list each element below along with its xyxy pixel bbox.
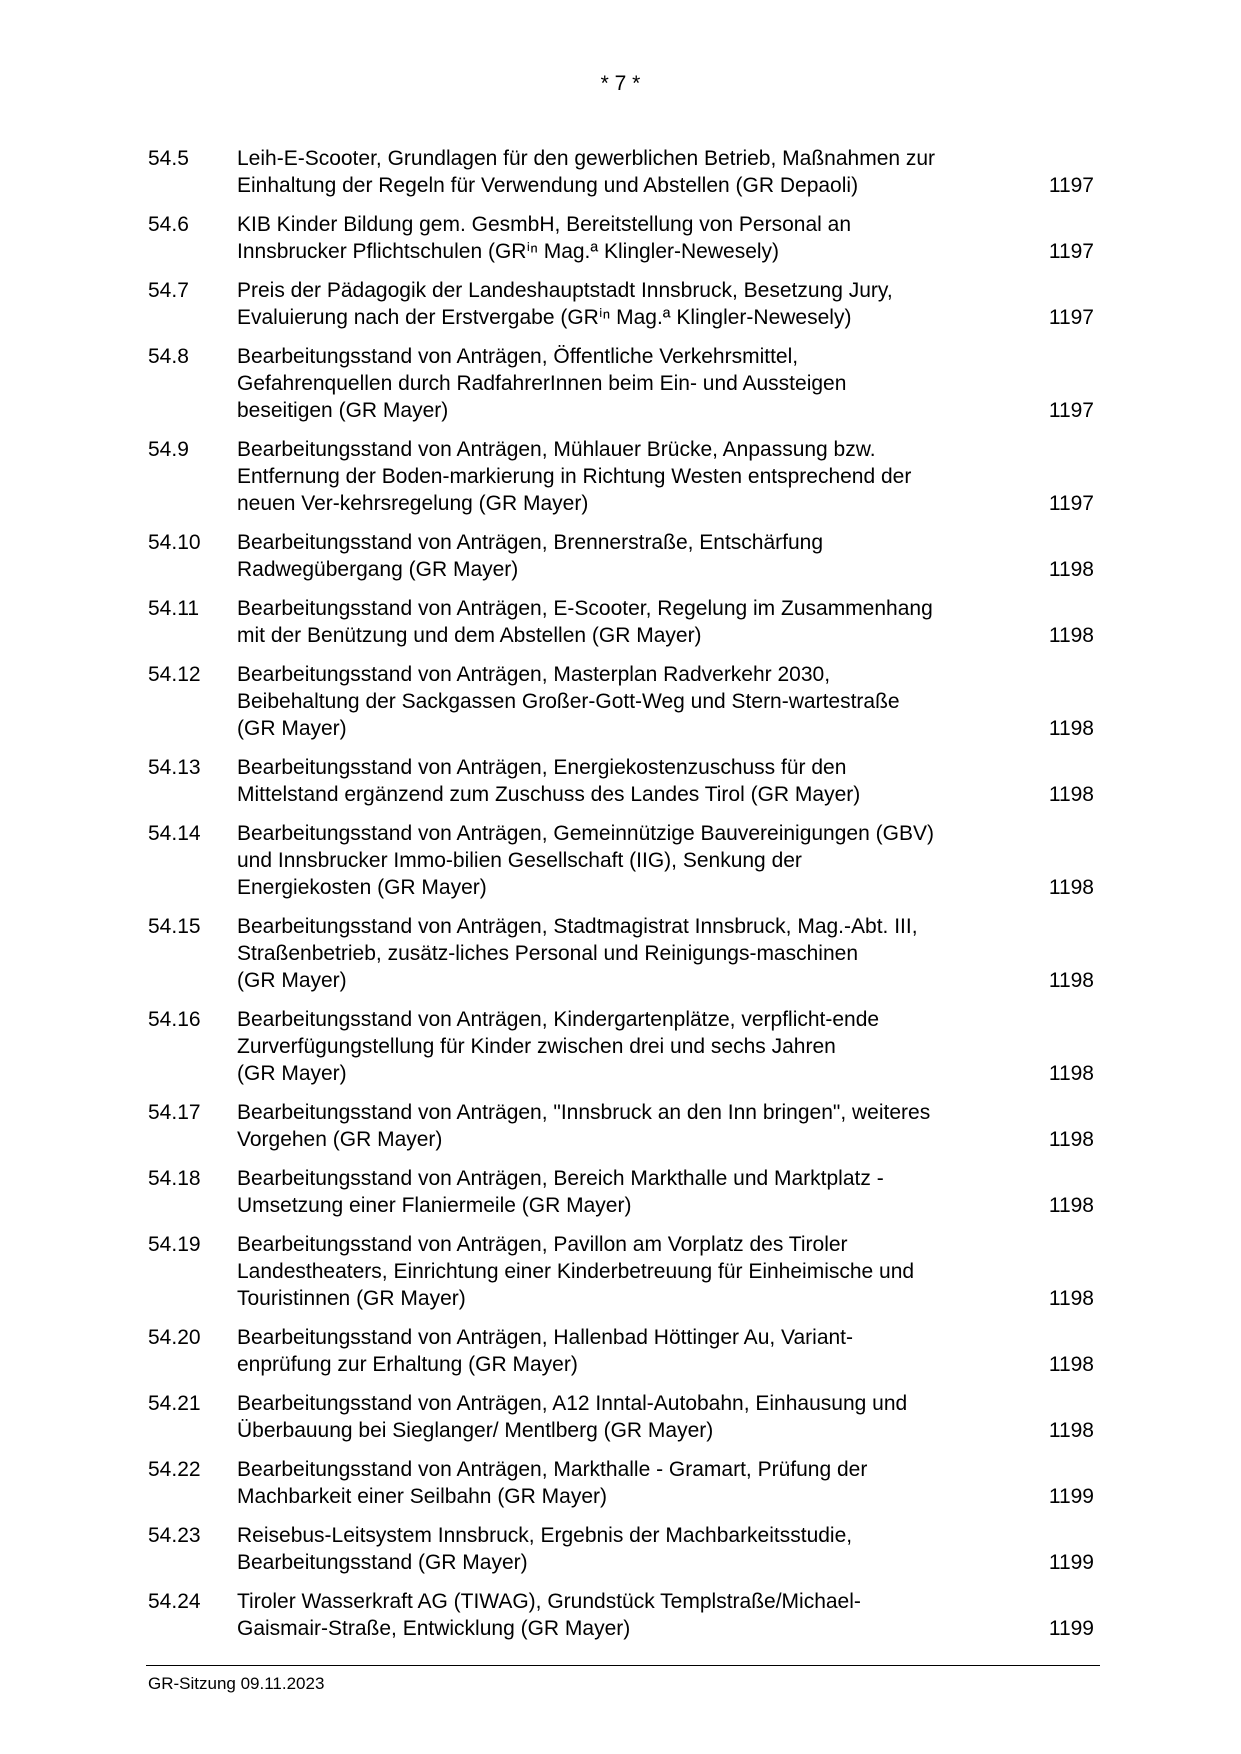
entry-title-line: neuen Ver-kehrsregelung (GR Mayer) — [237, 492, 589, 515]
entry-number: 54.5 — [148, 147, 189, 170]
entry-page-number: 1198 — [1048, 717, 1094, 740]
table-of-contents — [148, 145, 1098, 1654]
entry-title-line: Vorgehen (GR Mayer) — [237, 1128, 443, 1151]
entry-number: 54.24 — [148, 1590, 201, 1613]
entry-title — [237, 145, 997, 199]
entry-title-line: KIB Kinder Bildung gem. GesmbH, Bereitstellung von Personal an — [237, 213, 851, 236]
entry-title — [237, 343, 997, 424]
entry-page-number: 1197 — [1048, 306, 1094, 329]
toc-entry — [148, 913, 1098, 994]
entry-title — [237, 595, 997, 649]
toc-entry — [148, 1390, 1098, 1444]
entry-number: 54.22 — [148, 1458, 201, 1481]
entry-title-line: (GR Mayer) — [237, 1062, 347, 1085]
entry-number: 54.8 — [148, 345, 189, 368]
entry-number: 54.11 — [148, 597, 199, 620]
entry-title — [237, 211, 997, 265]
entry-title — [237, 436, 997, 517]
entry-number: 54.6 — [148, 213, 189, 236]
entry-page-number: 1198 — [1048, 1128, 1094, 1151]
toc-entry — [148, 343, 1098, 424]
entry-title-line: Bearbeitungsstand von Anträgen, Pavillon am Vorplatz des Tiroler — [237, 1233, 848, 1256]
entry-title-line: Bearbeitungsstand von Anträgen, Masterplan Radverkehr 2030, — [237, 663, 831, 686]
entry-title-line: Bearbeitungsstand von Anträgen, E-Scooter, Regelung im Zusammenhang — [237, 597, 933, 620]
entry-title-line: Umsetzung einer Flaniermeile (GR Mayer) — [237, 1194, 632, 1217]
entry-number: 54.16 — [148, 1008, 201, 1031]
entry-page-number: 1199 — [1048, 1617, 1094, 1640]
entry-title-line: Bearbeitungsstand von Anträgen, Energiekostenzuschuss für den — [237, 756, 847, 779]
entry-title-line: Bearbeitungsstand von Anträgen, Bereich Markthalle und Marktplatz - — [237, 1167, 884, 1190]
toc-entry — [148, 1099, 1098, 1153]
entry-title — [237, 1231, 997, 1312]
toc-entry — [148, 1231, 1098, 1312]
entry-title-line: Bearbeitungsstand von Anträgen, A12 Inntal-Autobahn, Einhausung und — [237, 1392, 908, 1415]
entry-title-line: Evaluierung nach der Erstvergabe (GRⁱⁿ Mag.ª Klingler-Newesely) — [237, 306, 852, 329]
entry-title — [237, 1099, 997, 1153]
entry-page-number: 1198 — [1048, 558, 1094, 581]
entry-page-number: 1198 — [1048, 969, 1094, 992]
entry-title-line: Energiekosten (GR Mayer) — [237, 876, 487, 899]
entry-number: 54.19 — [148, 1233, 201, 1256]
entry-title — [237, 1324, 997, 1378]
entry-page-number: 1198 — [1048, 1194, 1094, 1217]
entry-number: 54.10 — [148, 531, 201, 554]
entry-title-line: Bearbeitungsstand von Anträgen, Öffentliche Verkehrsmittel, — [237, 345, 799, 368]
entry-number: 54.21 — [148, 1392, 201, 1415]
footer-divider — [146, 1665, 1100, 1666]
entry-page-number: 1198 — [1048, 624, 1094, 647]
entry-title — [237, 1522, 997, 1576]
entry-title-line: Bearbeitungsstand von Anträgen, Gemeinnützige Bauvereinigungen (GBV) — [237, 822, 934, 845]
entry-title-line: (GR Mayer) — [237, 717, 347, 740]
entry-title — [237, 820, 997, 901]
toc-entry — [148, 145, 1098, 199]
entry-title-line: Gaismair-Straße, Entwicklung (GR Mayer) — [237, 1617, 631, 1640]
entry-title-line: Bearbeitungsstand von Anträgen, Markthalle - Gramart, Prüfung der — [237, 1458, 868, 1481]
page-number: * 7 * — [600, 72, 641, 95]
entry-title-line: Beibehaltung der Sackgassen Großer-Gott-Weg und Stern-wartestraße — [237, 690, 900, 713]
entry-page-number: 1198 — [1048, 876, 1094, 899]
toc-entry — [148, 754, 1098, 808]
toc-entry — [148, 211, 1098, 265]
entry-number: 54.23 — [148, 1524, 201, 1547]
entry-title-line: Landestheaters, Einrichtung einer Kinderbetreuung für Einheimische und — [237, 1260, 915, 1283]
entry-title — [237, 1456, 997, 1510]
entry-title — [237, 277, 997, 331]
entry-page-number: 1198 — [1048, 1062, 1094, 1085]
footer-session-date: GR-Sitzung 09.11.2023 — [148, 1674, 325, 1693]
entry-title-line: Preis der Pädagogik der Landeshauptstadt Innsbruck, Besetzung Jury, — [237, 279, 893, 302]
entry-title-line: beseitigen (GR Mayer) — [237, 399, 449, 422]
entry-title-line: Innsbrucker Pflichtschulen (GRⁱⁿ Mag.ª Klingler-Newesely) — [237, 240, 780, 263]
entry-title-line: Leih-E-Scooter, Grundlagen für den gewerblichen Betrieb, Maßnahmen zur — [237, 147, 936, 170]
entry-title — [237, 913, 997, 994]
entry-number: 54.7 — [148, 279, 189, 302]
entry-page-number: 1199 — [1048, 1551, 1094, 1574]
toc-entry — [148, 1522, 1098, 1576]
entry-title-line: Touristinnen (GR Mayer) — [237, 1287, 466, 1310]
entry-title-line: Radwegübergang (GR Mayer) — [237, 558, 519, 581]
toc-entry — [148, 529, 1098, 583]
entry-title-line: und Innsbrucker Immo-bilien Gesellschaft (IIG), Senkung der — [237, 849, 802, 872]
entry-number: 54.17 — [148, 1101, 201, 1124]
entry-title-line: Reisebus-Leitsystem Innsbruck, Ergebnis der Machbarkeitsstudie, — [237, 1524, 853, 1547]
toc-entry — [148, 277, 1098, 331]
entry-title-line: Bearbeitungsstand von Anträgen, "Innsbruck an den Inn bringen", weiteres — [237, 1101, 931, 1124]
toc-entry — [148, 1588, 1098, 1642]
entry-page-number: 1198 — [1048, 1287, 1094, 1310]
entry-title — [237, 661, 997, 742]
entry-title — [237, 754, 997, 808]
entry-number: 54.9 — [148, 438, 189, 461]
entry-title-line: mit der Benützung und dem Abstellen (GR Mayer) — [237, 624, 702, 647]
toc-entry — [148, 595, 1098, 649]
entry-title-line: Bearbeitungsstand von Anträgen, Brennerstraße, Entschärfung — [237, 531, 824, 554]
toc-entry — [148, 436, 1098, 517]
entry-title-line: Gefahrenquellen durch RadfahrerInnen beim Ein- und Aussteigen — [237, 372, 847, 395]
toc-entry — [148, 1456, 1098, 1510]
entry-title-line: Entfernung der Boden-markierung in Richtung Westen entsprechend der — [237, 465, 912, 488]
entry-title-line: Tiroler Wasserkraft AG (TIWAG), Grundstück Templstraße/Michael- — [237, 1590, 861, 1613]
entry-title-line: Zurverfügungstellung für Kinder zwischen drei und sechs Jahren — [237, 1035, 836, 1058]
entry-title-line: Überbauung bei Sieglanger/ Mentlberg (GR Mayer) — [237, 1419, 714, 1442]
entry-title-line: Mittelstand ergänzend zum Zuschuss des Landes Tirol (GR Mayer) — [237, 783, 861, 806]
entry-title — [237, 1006, 997, 1087]
entry-title-line: Straßenbetrieb, zusätz-liches Personal und Reinigungs-maschinen — [237, 942, 858, 965]
entry-title-line: enprüfung zur Erhaltung (GR Mayer) — [237, 1353, 578, 1376]
entry-title-line: Machbarkeit einer Seilbahn (GR Mayer) — [237, 1485, 607, 1508]
toc-entry — [148, 661, 1098, 742]
entry-page-number: 1197 — [1048, 174, 1094, 197]
entry-title — [237, 1588, 997, 1642]
entry-page-number: 1197 — [1048, 240, 1094, 263]
toc-entry — [148, 1006, 1098, 1087]
entry-title-line: Bearbeitungsstand von Anträgen, Hallenbad Höttinger Au, Variant- — [237, 1326, 854, 1349]
entry-page-number: 1199 — [1048, 1485, 1094, 1508]
entry-title — [237, 529, 997, 583]
entry-page-number: 1197 — [1048, 492, 1094, 515]
entry-title-line: Bearbeitungsstand von Anträgen, Stadtmagistrat Innsbruck, Mag.-Abt. III, — [237, 915, 918, 938]
entry-number: 54.20 — [148, 1326, 201, 1349]
entry-title-line: Bearbeitungsstand (GR Mayer) — [237, 1551, 528, 1574]
entry-title — [237, 1165, 997, 1219]
entry-page-number: 1198 — [1048, 783, 1094, 806]
entry-title-line: Bearbeitungsstand von Anträgen, Mühlauer Brücke, Anpassung bzw. — [237, 438, 876, 461]
entry-number: 54.14 — [148, 822, 201, 845]
entry-number: 54.15 — [148, 915, 201, 938]
toc-entry — [148, 1165, 1098, 1219]
entry-title-line: Einhaltung der Regeln für Verwendung und Abstellen (GR Depaoli) — [237, 174, 859, 197]
entry-title — [237, 1390, 997, 1444]
entry-title-line: Bearbeitungsstand von Anträgen, Kindergartenplätze, verpflicht-ende — [237, 1008, 880, 1031]
toc-entry — [148, 1324, 1098, 1378]
entry-number: 54.12 — [148, 663, 201, 686]
entry-page-number: 1197 — [1048, 399, 1094, 422]
entry-number: 54.13 — [148, 756, 201, 779]
entry-title-line: (GR Mayer) — [237, 969, 347, 992]
entry-page-number: 1198 — [1048, 1419, 1094, 1442]
entry-number: 54.18 — [148, 1167, 201, 1190]
entry-page-number: 1198 — [1048, 1353, 1094, 1376]
toc-entry — [148, 820, 1098, 901]
